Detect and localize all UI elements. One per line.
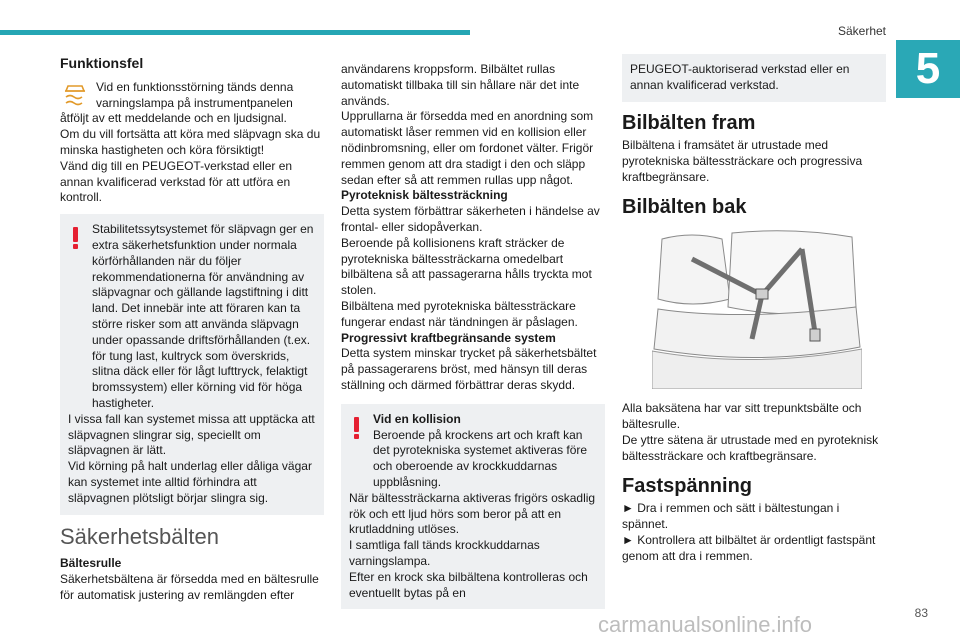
note-text: Efter en krock ska bilbältena kontrolleras och eventuellt bytas på en: [349, 569, 588, 600]
subheading-progressivt: Progressivt kraftbegränsande system: [341, 330, 556, 345]
exclamation-icon: [73, 227, 79, 249]
trailer-stability-warning-icon: [60, 80, 90, 110]
note-continuation: [622, 54, 886, 102]
section-title: Säkerhet: [837, 24, 886, 38]
rear-seat-belt-illustration: [652, 229, 862, 389]
note-text: Stabilitetssytsystemet för släpvagn ger en extra säkerhetsfunktion under normala körförhållanden när du följer rekommendationerna för användning av släpvagnar och gällande lagstiftning i ditt land. Det innebär inte att föraren kan ta större risker som att använda släpvagn under opassande driftsförhållanden (t.ex. för tung last, kultryck som överskrids, slitna däck eller för lågt lufttryck, felaktigt bromssystem) eller körning vid för höga hastigheter.: [92, 222, 314, 410]
paragraph: Alla baksätena har var sitt trepunktsbälte och bältesrulle.: [622, 401, 862, 432]
paragraph: Säkerhetsbältena är försedda med en bältesrulle för automatisk justering av remlängden efter: [60, 572, 319, 602]
paragraph: Upprullarna är försedda med en anordning som automatiskt låser remmen vid en kollision eller nödinbromsning, eller om fordonet välter. Frigör remmen genom att dra stadigt i den och släpp sedan efter så att remmen rullas upp något.: [341, 109, 594, 187]
warning-note: [341, 404, 605, 610]
column-3: [622, 54, 886, 565]
heading-fastspanning: Fastspänning: [622, 474, 753, 497]
heading-sakerhetsbalten: Säkerhetsbälten: [60, 523, 219, 549]
warning-note: [60, 214, 324, 514]
column-2: [341, 62, 605, 609]
header-accent-bar: [0, 30, 470, 35]
column-1: [60, 56, 324, 604]
heading-funktionsfel: Funktionsfel: [60, 55, 144, 71]
paragraph: Beroende på kollisionens kraft sträcker de pyrotekniska bältessträckarna omedelbart bilbältena så att passagerarna hålls tryckta mot stolen.: [341, 235, 592, 298]
paragraph: användarens kroppsform. Bilbältet rullas automatiskt tillbaka till sin hållare när det inte används.: [341, 62, 580, 108]
chapter-tab: 5: [896, 40, 960, 98]
paragraph: Detta system förbättrar säkerheten i händelse av frontal- eller sidopåverkan.: [341, 204, 600, 234]
paragraph: Bilbältena i framsätet är utrustade med pyrotekniska bältessträckare och progressiva kraftbegränsare.: [622, 138, 863, 184]
note-text: Vid körning på halt underlag eller dåliga vägar kan systemet inte alltid förhindra att släpvagnen plötsligt börjar slingra sig.: [68, 459, 312, 505]
paragraph: Vänd dig till en PEUGEOT-verkstad eller en annan kvalificerad verkstad för att utföra en kontroll.: [60, 158, 293, 205]
paragraph: Om du vill fortsätta att köra med släpvagn ska du minska hastigheten och köra försiktigt!: [60, 127, 321, 157]
note-text: Beroende på krockens art och kraft kan det pyrotekniska systemet aktiveras före och oberoende av krockkuddarnas uppblåsning.: [373, 427, 588, 489]
exclamation-icon: [354, 417, 360, 439]
note-text: När bältessträckarna aktiveras frigörs oskadlig rök och ett ljud hörs som beror på att en krutladdning utlöses.: [349, 490, 596, 537]
paragraph: Detta system minskar trycket på säkerhetsbältet på passagerarens bröst, med hänsyn till deras ställning och därmed förbättrar deras skydd.: [341, 346, 597, 392]
heading-bilbalten-fram: Bilbälten fram: [622, 111, 756, 134]
note-text: I samtliga fall tänds krockkuddarnas varningslampa.: [349, 538, 540, 568]
paragraph: De yttre sätena är utrustade med en pyroteknisk bältessträckare och kraftbegränsare.: [622, 432, 879, 463]
step-2: ► Kontrollera att bilbältet är ordentligt fastspänt genom att dra i remmen.: [622, 532, 876, 563]
paragraph: Bilbältena med pyrotekniska bältessträckare fungerar endast när tändningen är påslagen.: [341, 298, 578, 329]
heading-bilbalten-bak: Bilbälten bak: [622, 195, 747, 218]
subheading-baltesrulle: Bältesrulle: [60, 556, 122, 571]
note-title: Vid en kollision: [373, 411, 461, 426]
subheading-pyroteknisk: Pyroteknisk bältessträckning: [341, 188, 508, 203]
page-number: 83: [914, 606, 928, 620]
note-text: PEUGEOT-auktoriserad verkstad eller en annan kvalificerad verkstad.: [630, 62, 850, 92]
watermark: carmanualsonline.info: [598, 612, 813, 637]
step-1: ► Dra i remmen och sätt i bältestungan i spännet.: [622, 501, 840, 532]
fault-lead-text: Vid en funktionsstörning tänds denna varningslampa på instrumentpanelen åtföljt av ett meddelande och en ljudsignal.: [60, 79, 294, 126]
fault-lead: [60, 80, 324, 127]
note-text: I vissa fall kan systemet missa att upptäcka att släpvagnen slingrar sig, speciellt om släpvagnen är lätt.: [68, 411, 315, 458]
